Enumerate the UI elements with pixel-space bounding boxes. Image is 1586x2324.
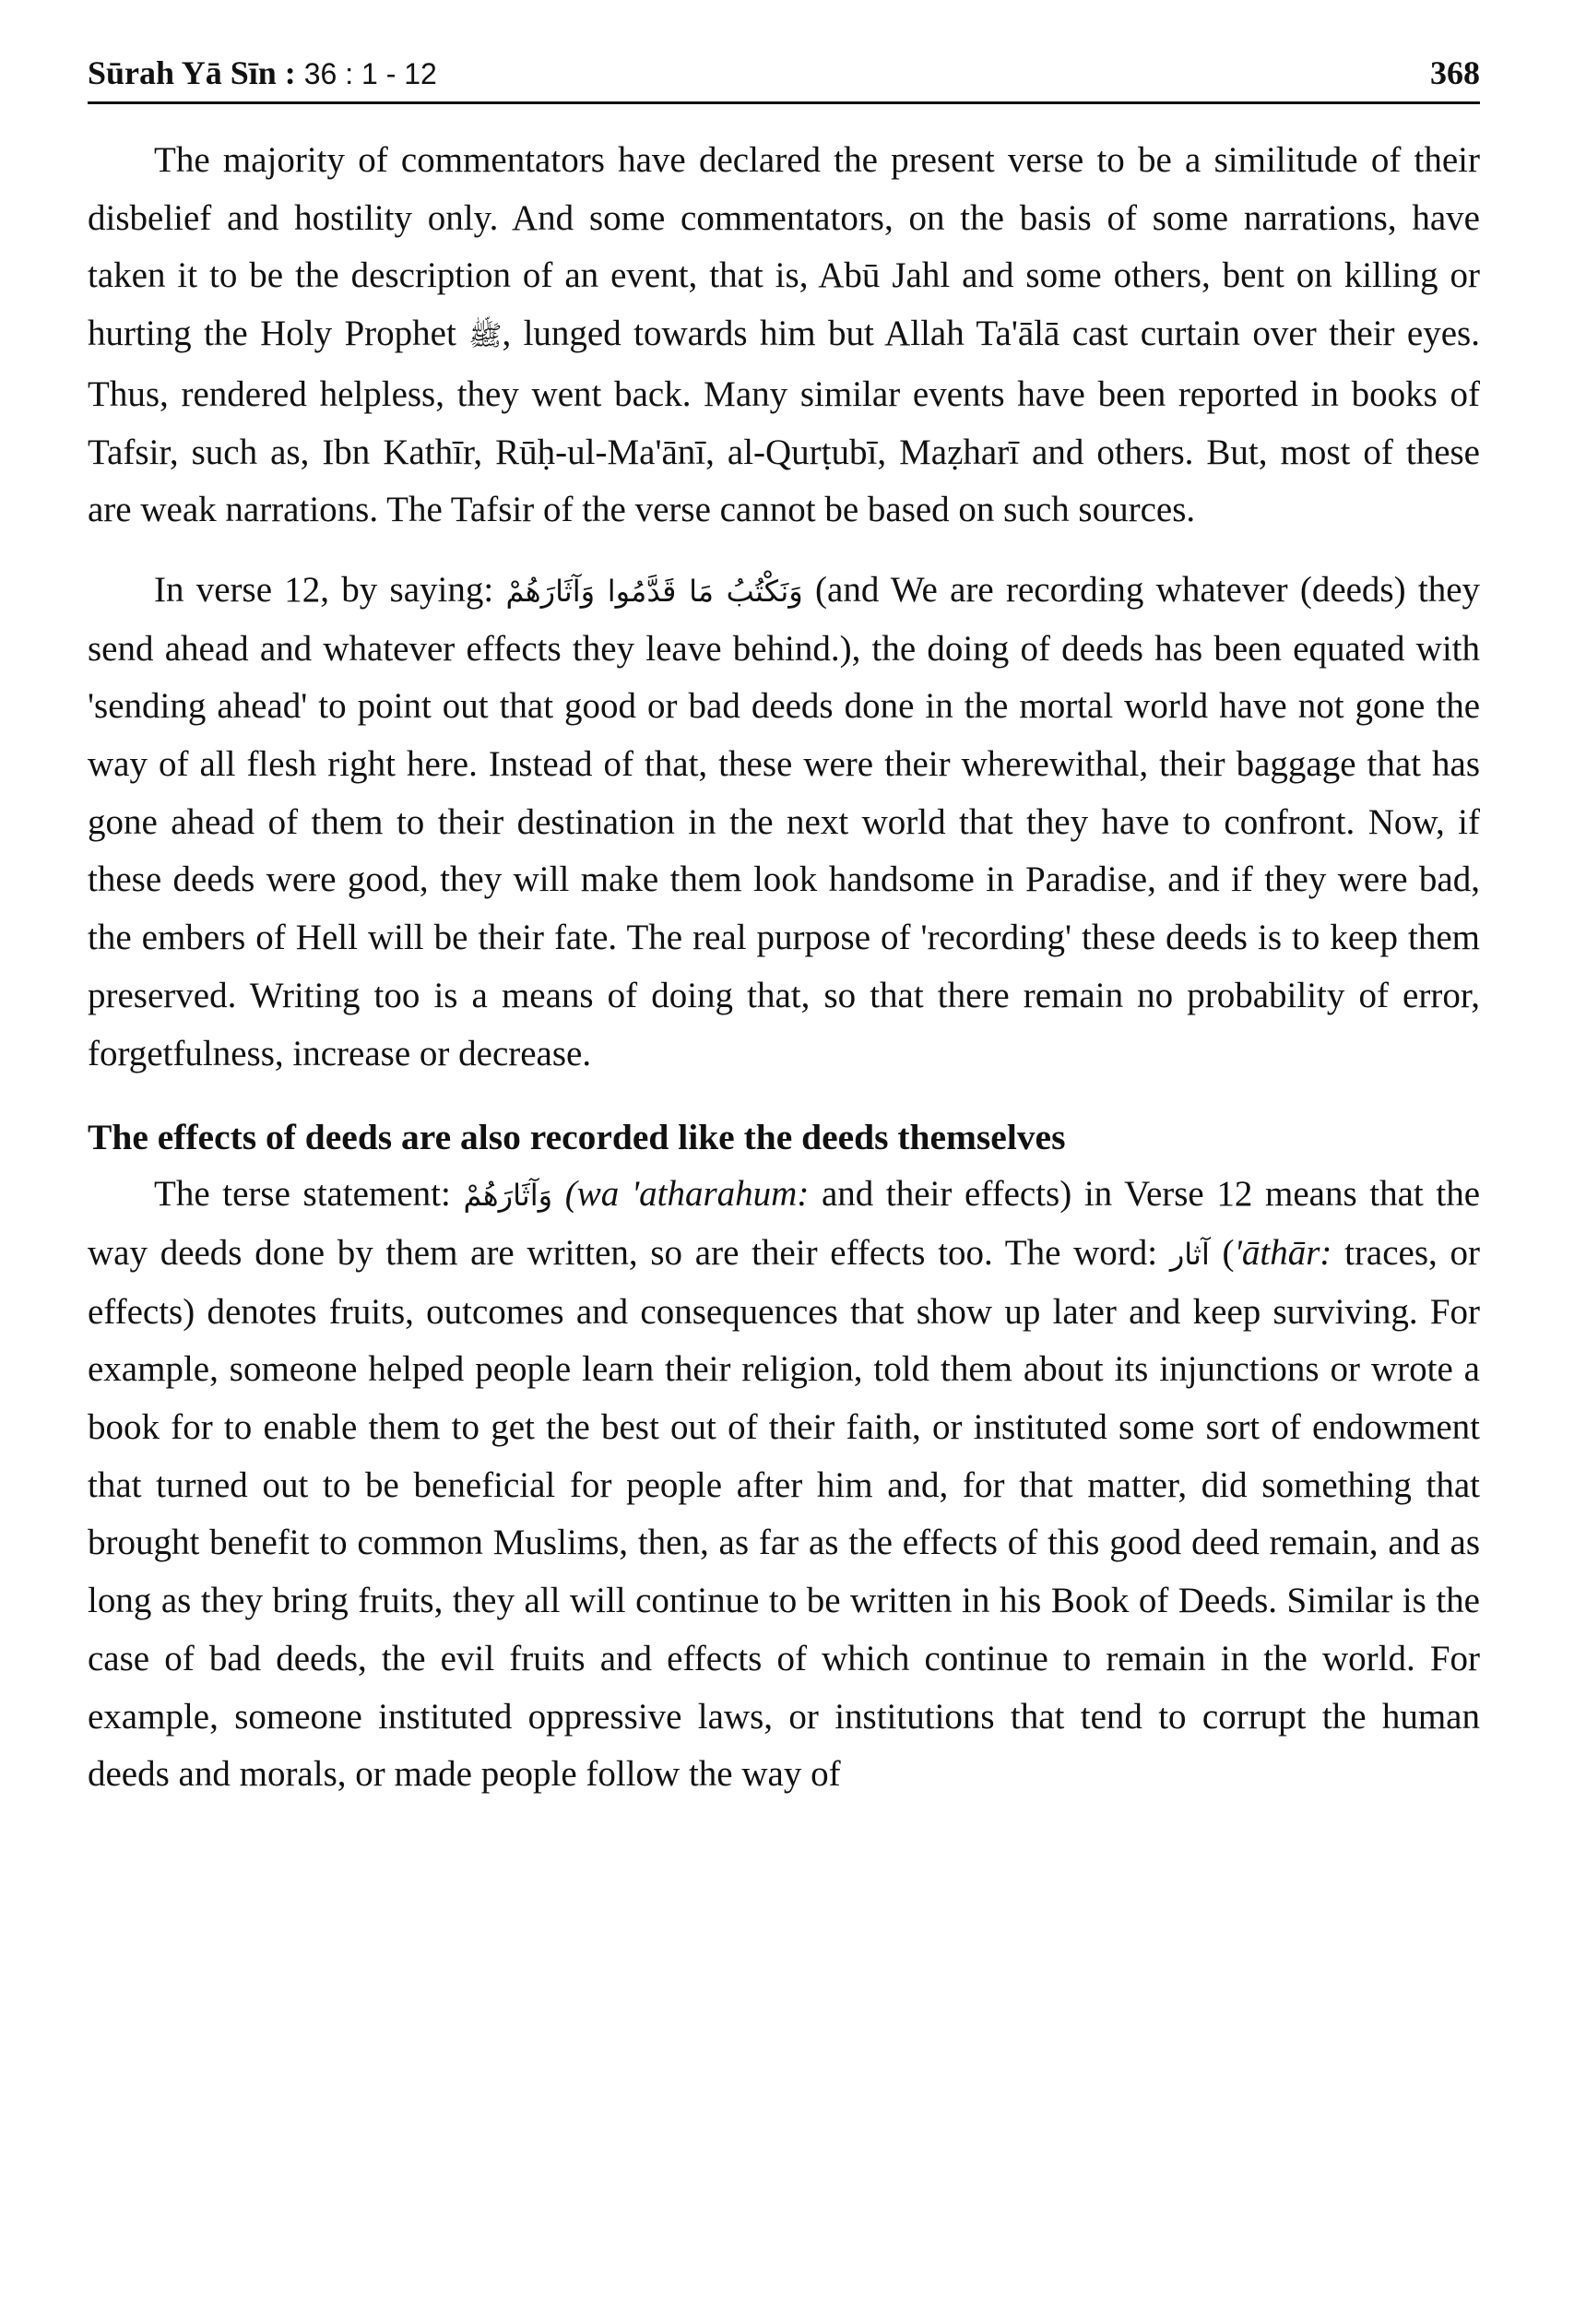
honorific-symbol: ﷺ	[468, 320, 503, 353]
surah-title: Sūrah Yā Sīn :	[88, 54, 296, 91]
book-page	[88, 51, 1480, 1804]
transliteration: (wa 'atharahum:	[564, 1174, 810, 1215]
section-heading: The effects of deeds are also recorded like the deeds themselves	[88, 1117, 1066, 1158]
paragraph-effects	[88, 1166, 1480, 1804]
paragraph-text: (	[1209, 1232, 1235, 1273]
paragraph-text: The terse statement:	[154, 1174, 464, 1215]
header-left	[88, 51, 437, 96]
paragraph-text: traces, or effects) denotes fruits, outcomes and consequences that show up later and keep surviving. For example, someone helped people learn their religion, told them about its injunctions or wrote a book for to enable them to get the best out of their faith, or instituted some sort of endowment that turned out to be beneficial for people after him and, for that matter, did something that brought benefit to common Muslims, then, as far as the effects of this good deed remain, and as long as they bring fruits, they all will continue to be written in his Book of Deeds. Similar is the case of bad deeds, the evil fruits and effects of which continue to remain in the world. For example, someone instituted oppressive laws, or institutions that tend to corrupt the human deeds and morals, or made people follow the way of	[88, 1232, 1480, 1795]
paragraph-text: (and We are recording whatever (deeds) they send ahead and whatever effects they leave behind.), the doing of deeds has been equated with 'sending ahead' to point out that good or bad deeds done in the mortal world have not gone the way of all flesh right here. Instead of that, these were their wherewithal, their baggage that has gone ahead of them to their destination in the next world that they have to confront. Now, if these deeds were good, they will make them look handsome in Paradise, and if they were bad, the embers of Hell will be their fate. The real purpose of 'recording' these deeds is to keep them preserved. Writing too is a means of doing that, so that there remain no probability of error, forgetfulness, increase or decrease.	[88, 569, 1480, 1073]
running-header	[88, 51, 1480, 104]
paragraph-text: The majority of commentators have declared the present verse to be a similitude of their disbelief and hostility only. And some commentators, on the basis of some narrations, have taken it to be the description of an event, that is, Abū Jahl and some others, bent on killing or hurting the Holy Prophet	[88, 140, 1480, 354]
arabic-term: وَآثَارَهُمْ	[463, 1178, 553, 1214]
paragraph-commentators	[88, 132, 1480, 540]
paragraph-text: In verse 12, by saying:	[154, 569, 506, 610]
paragraph-verse-12	[88, 562, 1480, 1083]
verse-range: 36 : 1 - 12	[303, 57, 437, 90]
paragraph-text: and their effects) in Verse 12 means that the way deeds done by them are written, so are their effects too. The word:	[88, 1174, 1481, 1273]
arabic-term: آثار	[1169, 1236, 1210, 1272]
paragraph-text	[552, 1174, 565, 1214]
transliteration: 'āthār:	[1234, 1232, 1332, 1273]
paragraph-text: , lunged towards him but Allah Ta'ālā cast curtain over their eyes. Thus, rendered helpless, they went back. Many similar events have been reported in books of Tafsir, such as, Ibn Kathīr, Rūḥ-ul-Ma'ānī, al-Qurṭubī, Maẓharī and others. But, most of these are weak narrations. The Tafsir of the verse cannot be based on such sources.	[88, 314, 1480, 530]
arabic-quote: وَنَكْتُبُ مَا قَدَّمُوا وَآثَارَهُمْ	[505, 573, 803, 609]
page-number: 368	[1430, 54, 1480, 91]
